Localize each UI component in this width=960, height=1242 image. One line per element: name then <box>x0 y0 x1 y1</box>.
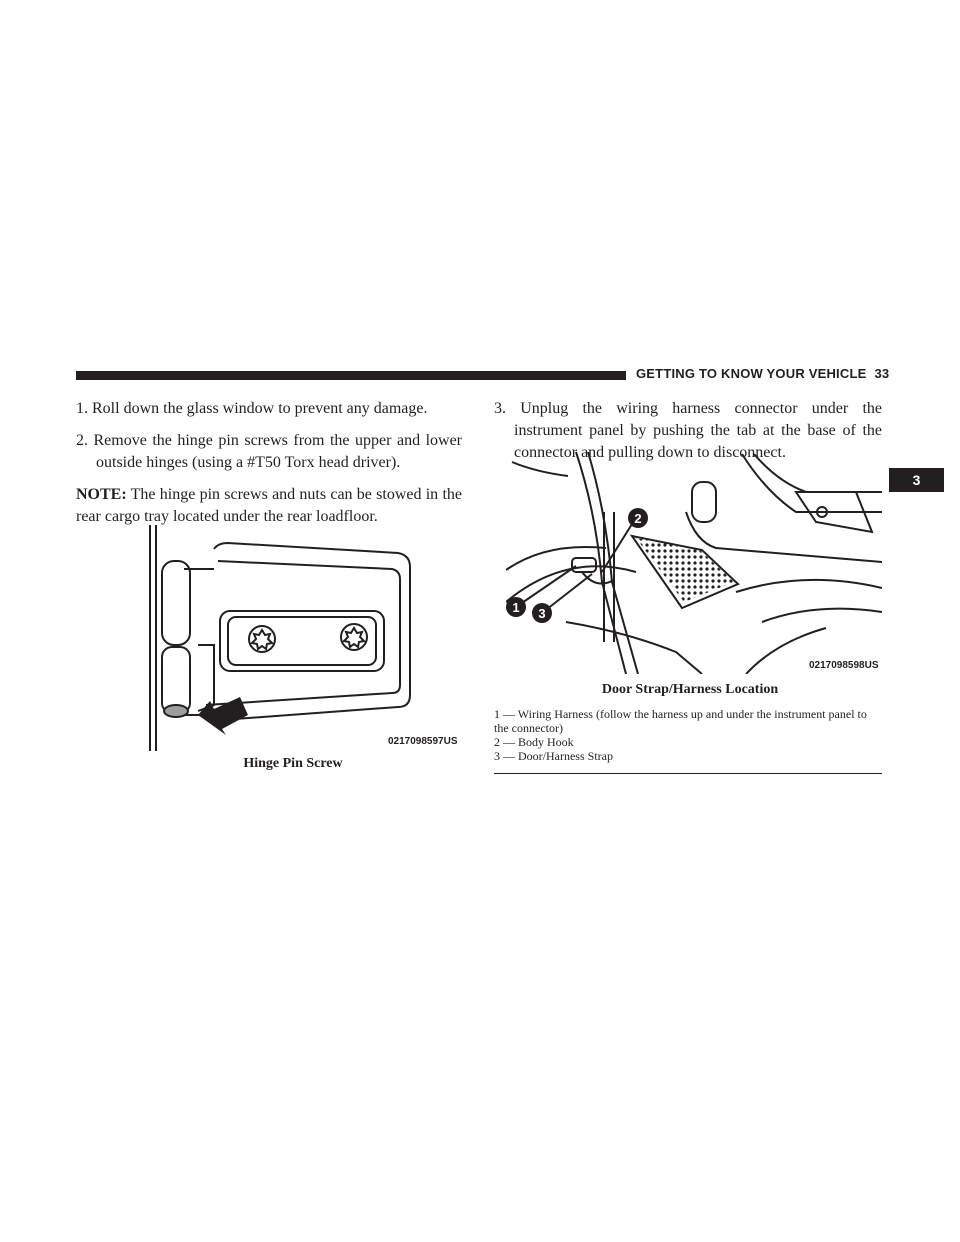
legend-rule <box>494 773 882 774</box>
legend-item-2: 2 — Body Hook <box>494 735 574 749</box>
header-rule <box>76 371 626 380</box>
callout-3-label: 3 <box>538 606 546 621</box>
running-header <box>636 366 890 381</box>
step-1: 1. Roll down the glass window to prevent any damage. <box>76 400 428 417</box>
page-number: 33 <box>874 366 890 381</box>
caption-door-strap-harness: Door Strap/Harness Location <box>601 682 779 697</box>
caption-hinge-pin-screw: Hinge Pin Screw <box>243 756 343 771</box>
note <box>76 484 462 528</box>
figure-code-hinge: 0217098597US <box>388 736 458 747</box>
step-3: 3. Unplug the wiring harness connector under the instrument panel by pushing the tab at the base of the connector and pulling down to disconnect. <box>494 400 882 461</box>
note-label: NOTE: <box>76 486 127 503</box>
callout-2-label: 2 <box>634 511 642 526</box>
legend-item-3: 3 — Door/Harness Strap <box>494 749 613 763</box>
door-strap-harness-illustration <box>506 452 882 674</box>
hinge-pin-screw-illustration <box>148 525 464 751</box>
step-2: 2. Remove the hinge pin screws from the upper and lower outside hinges (using a #T50 Torx head driver). <box>76 432 462 471</box>
chapter-tab: 3 <box>889 468 944 492</box>
figure-legend <box>494 707 882 763</box>
legend-item-1: 1 — Wiring Harness (follow the harness up and under the instrument panel to the connector) <box>494 707 867 735</box>
note-text: The hinge pin screws and nuts can be stowed in the rear cargo tray located under the rear loadfloor. <box>76 486 462 525</box>
left-column <box>76 398 462 528</box>
section-title: GETTING TO KNOW YOUR VEHICLE <box>636 366 867 381</box>
figure-code-door-strap: 0217098598US <box>809 660 879 671</box>
callout-1-label: 1 <box>512 600 520 615</box>
